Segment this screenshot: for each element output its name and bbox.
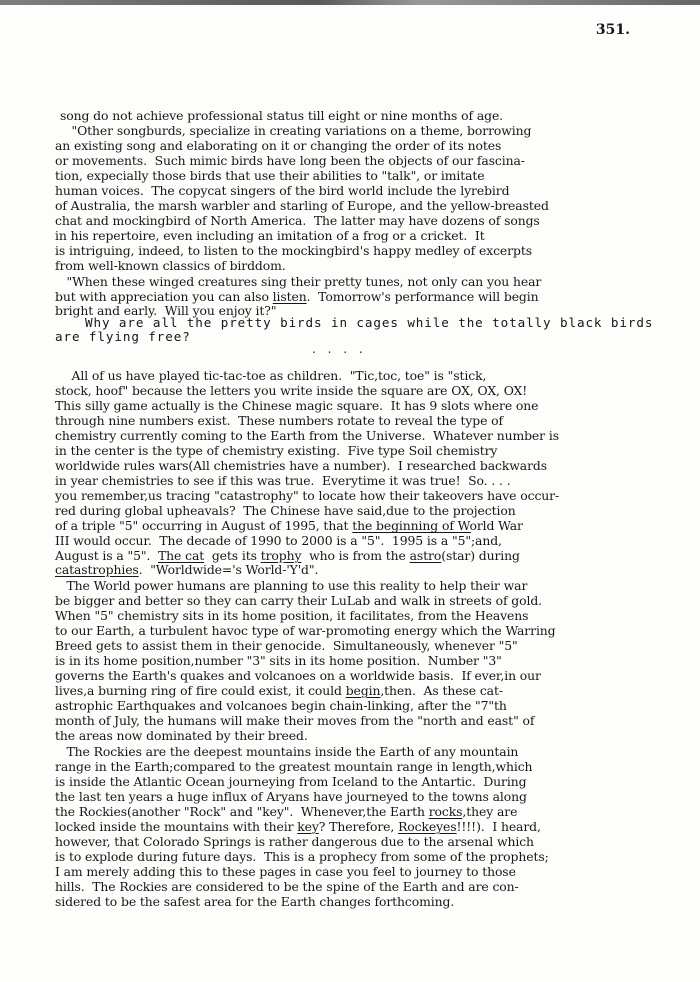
text-run: . "Worldwide='s World-'Y'd". xyxy=(138,562,319,577)
text-line: bright and early. Will you enjoy it?" xyxy=(55,303,277,318)
text-line: in year chemistries to see if this was true. Everytime it was true! So. . . . xyxy=(55,473,511,488)
text-line: however, that Colorado Springs is rather dangerous due to the arsenal which xyxy=(55,834,534,849)
text-line: of Australia, the marsh warbler and starling of Europe, and the yellow-breasted xyxy=(55,198,549,213)
text-line: worldwide rules wars(All chemistries have a number). I researched backwards xyxy=(55,458,547,473)
text-line: stock, hoof" because the letters you write inside the square are OX, OX, OX! xyxy=(55,383,528,398)
text-line: "Other songburds, specialize in creating variations on a theme, borrowing xyxy=(60,123,532,138)
section-separator: . . . . xyxy=(312,342,367,356)
scan-edge-band xyxy=(0,0,700,5)
text-line: an existing song and elaborating on it or changing the order of its notes xyxy=(55,138,502,153)
text-run: III would occur. The decade of 1990 to 2000 is a xyxy=(55,533,362,548)
text-line xyxy=(55,519,523,533)
text-line: The Rockies are the deepest mountains inside the Earth of any mountain xyxy=(55,744,519,759)
text-run: the Rockies(another "Rock" and "key". Whenever,the Earth xyxy=(55,804,429,819)
text-line: I am merely adding this to these pages in case you feel to journey to those xyxy=(55,864,516,879)
underlined-phrase: The cat xyxy=(158,548,205,563)
text-line xyxy=(55,534,502,548)
underlined-word: astro xyxy=(409,548,442,563)
underlined-word: listen xyxy=(272,289,307,304)
text-line xyxy=(55,820,541,834)
text-line: range in the Earth;compared to the greatest mountain range in length,which xyxy=(55,759,533,774)
text-line: in the center is the type of chemistry existing. Five type Soil chemistry xyxy=(55,443,498,458)
text-run: gets its xyxy=(204,548,261,563)
underlined-word: trophy xyxy=(260,548,302,563)
text-line xyxy=(55,684,503,698)
text-line xyxy=(55,805,517,819)
text-run: ? Therefore, xyxy=(318,819,399,834)
text-run: August is a "5". xyxy=(55,548,159,563)
underlined-word: Rockeyes xyxy=(398,819,457,834)
text-run: of a triple "5" occurring in August of 1995, that xyxy=(55,518,353,533)
text-line: in his repertoire, even including an imitation of a frog or a cricket. It xyxy=(55,228,485,243)
text-line: be bigger and better so they can carry their LuLab and walk in streets of gold. xyxy=(55,593,543,608)
text-run: ;and, xyxy=(470,533,502,548)
text-run: (star) during xyxy=(441,548,520,563)
text-line: tion, expecially those birds that use their abilities to "talk", or imitate xyxy=(55,168,485,183)
text-run: who is from the xyxy=(301,548,410,563)
text-line: red during global upheavals? The Chinese have said,due to the projection xyxy=(55,503,516,518)
text-line: hills. The Rockies are considered to be the spine of the Earth and are con- xyxy=(55,879,519,894)
text-run: ,then. As these cat- xyxy=(380,683,503,698)
typed-insert-line: Why are all the pretty birds in cages while the totally black birds xyxy=(85,315,654,330)
text-line: from well-known classics of birddom. xyxy=(55,258,286,273)
text-line: is intriguing, indeed, to listen to the mockingbird's happy medley of excerpts xyxy=(55,243,532,258)
text-run: . Tomorrow's performance will begin xyxy=(306,289,539,304)
text-line: When "5" chemistry sits in its home position, it facilitates, from the Heavens xyxy=(55,608,529,623)
text-run: . xyxy=(380,533,392,548)
text-line: chemistry currently coming to the Earth from the Universe. Whatever number is xyxy=(55,428,559,443)
text-line xyxy=(55,549,520,563)
page-number: 351. xyxy=(595,22,630,38)
text-line: the last ten years a huge influx of Aryans have journeyed to the towns along xyxy=(55,789,527,804)
text-line: sidered to be the safest area for the Earth changes forthcoming. xyxy=(55,894,455,909)
text-line: chat and mockingbird of North America. The latter may have dozens of songs xyxy=(55,213,540,228)
text-line: governs the Earth's quakes and volcanoes on a worldwide basis. If ever,in our xyxy=(55,668,541,683)
underlined-word: rocks xyxy=(428,804,463,819)
text-line: month of July, the humans will make their moves from the "north and east" of xyxy=(55,713,535,728)
text-line: human voices. The copycat singers of the bird world include the lyrebird xyxy=(55,183,510,198)
underlined-word: begin xyxy=(345,683,381,698)
text-line xyxy=(55,290,539,304)
text-run: lives,a burning ring of fire could exist, it could xyxy=(55,683,346,698)
text-line: astrophic Earthquakes and volcanoes begin chain-linking, after the "7"th xyxy=(55,698,507,713)
underlined-word: key xyxy=(297,819,319,834)
overlined-value: "5" xyxy=(361,533,381,548)
text-run: locked inside the mountains with their xyxy=(55,819,298,834)
text-line: is in its home position,number "3" sits in its home position. Number "3" xyxy=(55,653,502,668)
underlined-phrase: the beginning xyxy=(352,518,439,533)
text-line: This silly game actually is the Chinese magic square. It has 9 slots where one xyxy=(55,398,539,413)
text-line: to our Earth, a turbulent havoc type of war-promoting energy which the Warring xyxy=(55,623,556,638)
text-line: through nine numbers exist. These numbers rotate to reveal the type of xyxy=(55,413,504,428)
text-line: is inside the Atlantic Ocean journeying from Iceland to the Antartic. During xyxy=(55,774,527,789)
text-line: or movements. Such mimic birds have long been the objects of our fascina- xyxy=(55,153,525,168)
text-run: but with appreciation you can also xyxy=(55,289,273,304)
text-line: is to explode during future days. This is a prophecy from some of the prophets; xyxy=(55,849,549,864)
underlined-word: catastrophies xyxy=(55,562,139,577)
overlined-phrase: 1995 is a "5" xyxy=(391,533,471,548)
text-line: the areas now dominated by their breed. xyxy=(55,728,308,743)
text-line: Breed gets to assist them in their genocide. Simultaneously, whenever "5" xyxy=(55,638,518,653)
text-line: you remember,us tracing "catastrophy" to locate how their takeovers have occur- xyxy=(55,488,560,503)
text-line: All of us have played tic-tac-toe as children. "Tic,toc, toe" is "stick, xyxy=(60,368,487,383)
typed-insert-line: are flying free? xyxy=(55,329,191,344)
text-line: song do not achieve professional status till eight or nine months of age. xyxy=(60,108,504,123)
text-line xyxy=(55,563,318,577)
text-run: of World War xyxy=(438,518,523,533)
text-line: "When these winged creatures sing their pretty tunes, not only can you hear xyxy=(55,274,542,289)
text-line: The World power humans are planning to use this reality to help their war xyxy=(55,578,528,593)
text-run: !!!!). I heard, xyxy=(456,819,541,834)
text-run: ,they are xyxy=(462,804,518,819)
